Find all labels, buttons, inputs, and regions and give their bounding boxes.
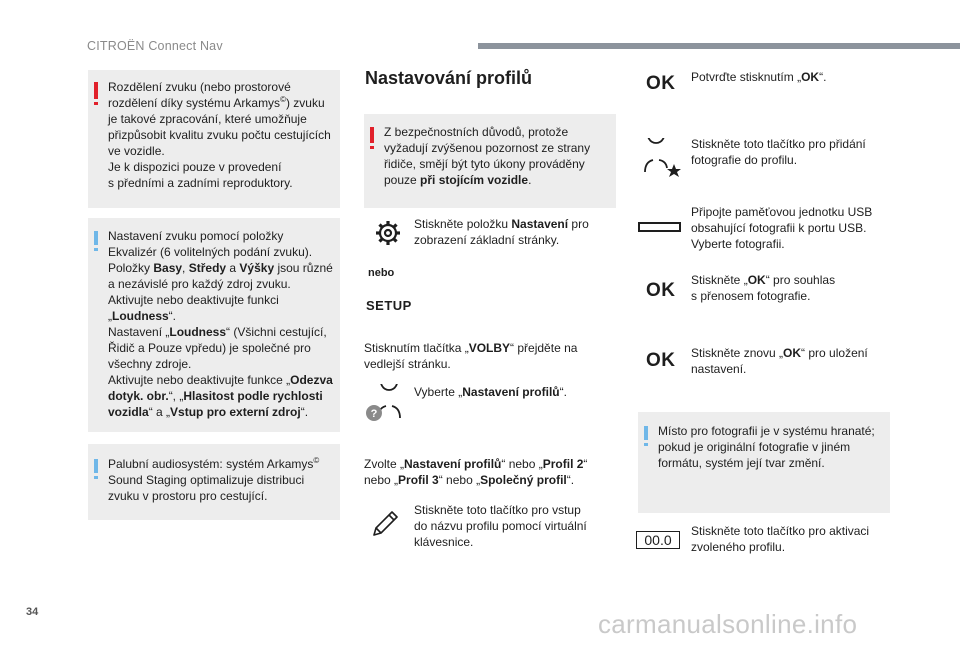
warning-box-sound: Rozdělení zvuku (nebo prostorové rozdělení díky systému Arkamys©) zvuku je takové zpracování, které umožňuje přizpůsobit kvalitu zvuku počtu cestujících ve vozidle. Je k dispozici pouze v provedení s předními a zadními reproduktory.	[88, 70, 340, 208]
usb-slot-icon	[638, 222, 681, 232]
info-icon	[644, 426, 648, 440]
warning-icon	[370, 127, 374, 143]
info-icon	[94, 231, 98, 245]
add-photo-text: Stiskněte toto tlačítko pro přidání fotografie do profilu.	[691, 137, 866, 167]
activate-profile-text: Stiskněte toto tlačítko pro aktivaci zvoleného profilu.	[691, 524, 870, 554]
gear-icon	[373, 218, 403, 248]
step-select-profile-text: Vyberte „Nastavení profilů“.	[414, 385, 567, 399]
info-box-photo: Místo pro fotografii je v systému hranaté; pokud je originální fotografie v jiném formátu, systém její tvar změní.	[638, 412, 890, 513]
warning-box-safety: Z bezpečnostních důvodů, protože vyžadují zvýšenou pozornost ze strany řidiče, smějí být tyto úkony prováděny pouze při stojícím vozidle.	[364, 114, 616, 208]
connect-usb-text: Připojte paměťovou jednotku USB obsahující fotografii k portu USB. Vyberte fotografii.	[691, 205, 873, 251]
pencil-icon	[366, 505, 402, 541]
info-box-equalizer: Nastavení zvuku pomocí položky Ekvalizér (6 volitelných podání zvuku). Položky Basy, Středy a Výšky jsou různé a nezávislé pro každý zdroj zvuku. Aktivujte nebo deaktivujte funkci „Loudness“. Nastavení „Loudness“ (Všichni cestující, Řidič a Pouze vpředu) je společné pro všechny zdroje. Aktivujte nebo deaktivujte funkce „Odezva dotyk. obr.“, „Hlasitost podle rychlosti vozidla“ a „Vstup pro externí zdroj“.	[88, 218, 340, 432]
ok-button-label: OK	[646, 280, 676, 301]
watermark: carmanualsonline.info	[598, 609, 858, 639]
volby-text: Stisknutím tlačítka „VOLBY“ přejděte na vedlejší stránku.	[364, 341, 578, 371]
ok-button-label: OK	[646, 73, 676, 94]
profile-counter-display: 00.0	[636, 531, 680, 549]
section-title: Nastavování profilů	[365, 68, 533, 88]
choose-profile-text: Zvolte „Nastavení profilů“ nebo „Profil 2“ nebo „Profil 3“ nebo „Společný profil“.	[364, 457, 588, 487]
warning-icon	[94, 82, 98, 99]
add-photo-profile-icon	[636, 138, 682, 178]
info-box-arkamys: Palubní audiosystém: systém Arkamys© Sound Staging optimalizuje distribuci zvuku v prostoru pro cestující.	[88, 444, 340, 520]
step-settings-text: Stiskněte položku Nastavení pro zobrazení základní stránky.	[414, 217, 589, 247]
ok-button-label: OK	[646, 350, 676, 371]
profile-question-icon	[364, 384, 410, 424]
step-edit-name-text: Stiskněte toto tlačítko pro vstup do názvu profilu pomocí virtuální klávesnice.	[414, 503, 587, 549]
accept-transfer-text: Stiskněte „OK“ pro souhlas s přenosem fotografie.	[691, 273, 836, 303]
or-label: nebo	[368, 267, 395, 279]
confirm-ok-text: Potvrďte stisknutím „OK“.	[691, 70, 827, 84]
header-bar	[478, 43, 960, 49]
info-icon	[94, 459, 98, 473]
document-header: CITROËN Connect Nav	[87, 39, 223, 53]
svg-text:?: ?	[370, 408, 378, 420]
save-settings-text: Stiskněte znovu „OK“ pro uložení nastavení.	[691, 346, 868, 376]
setup-button-label: SETUP	[366, 298, 412, 313]
page-number: 34	[26, 606, 39, 618]
